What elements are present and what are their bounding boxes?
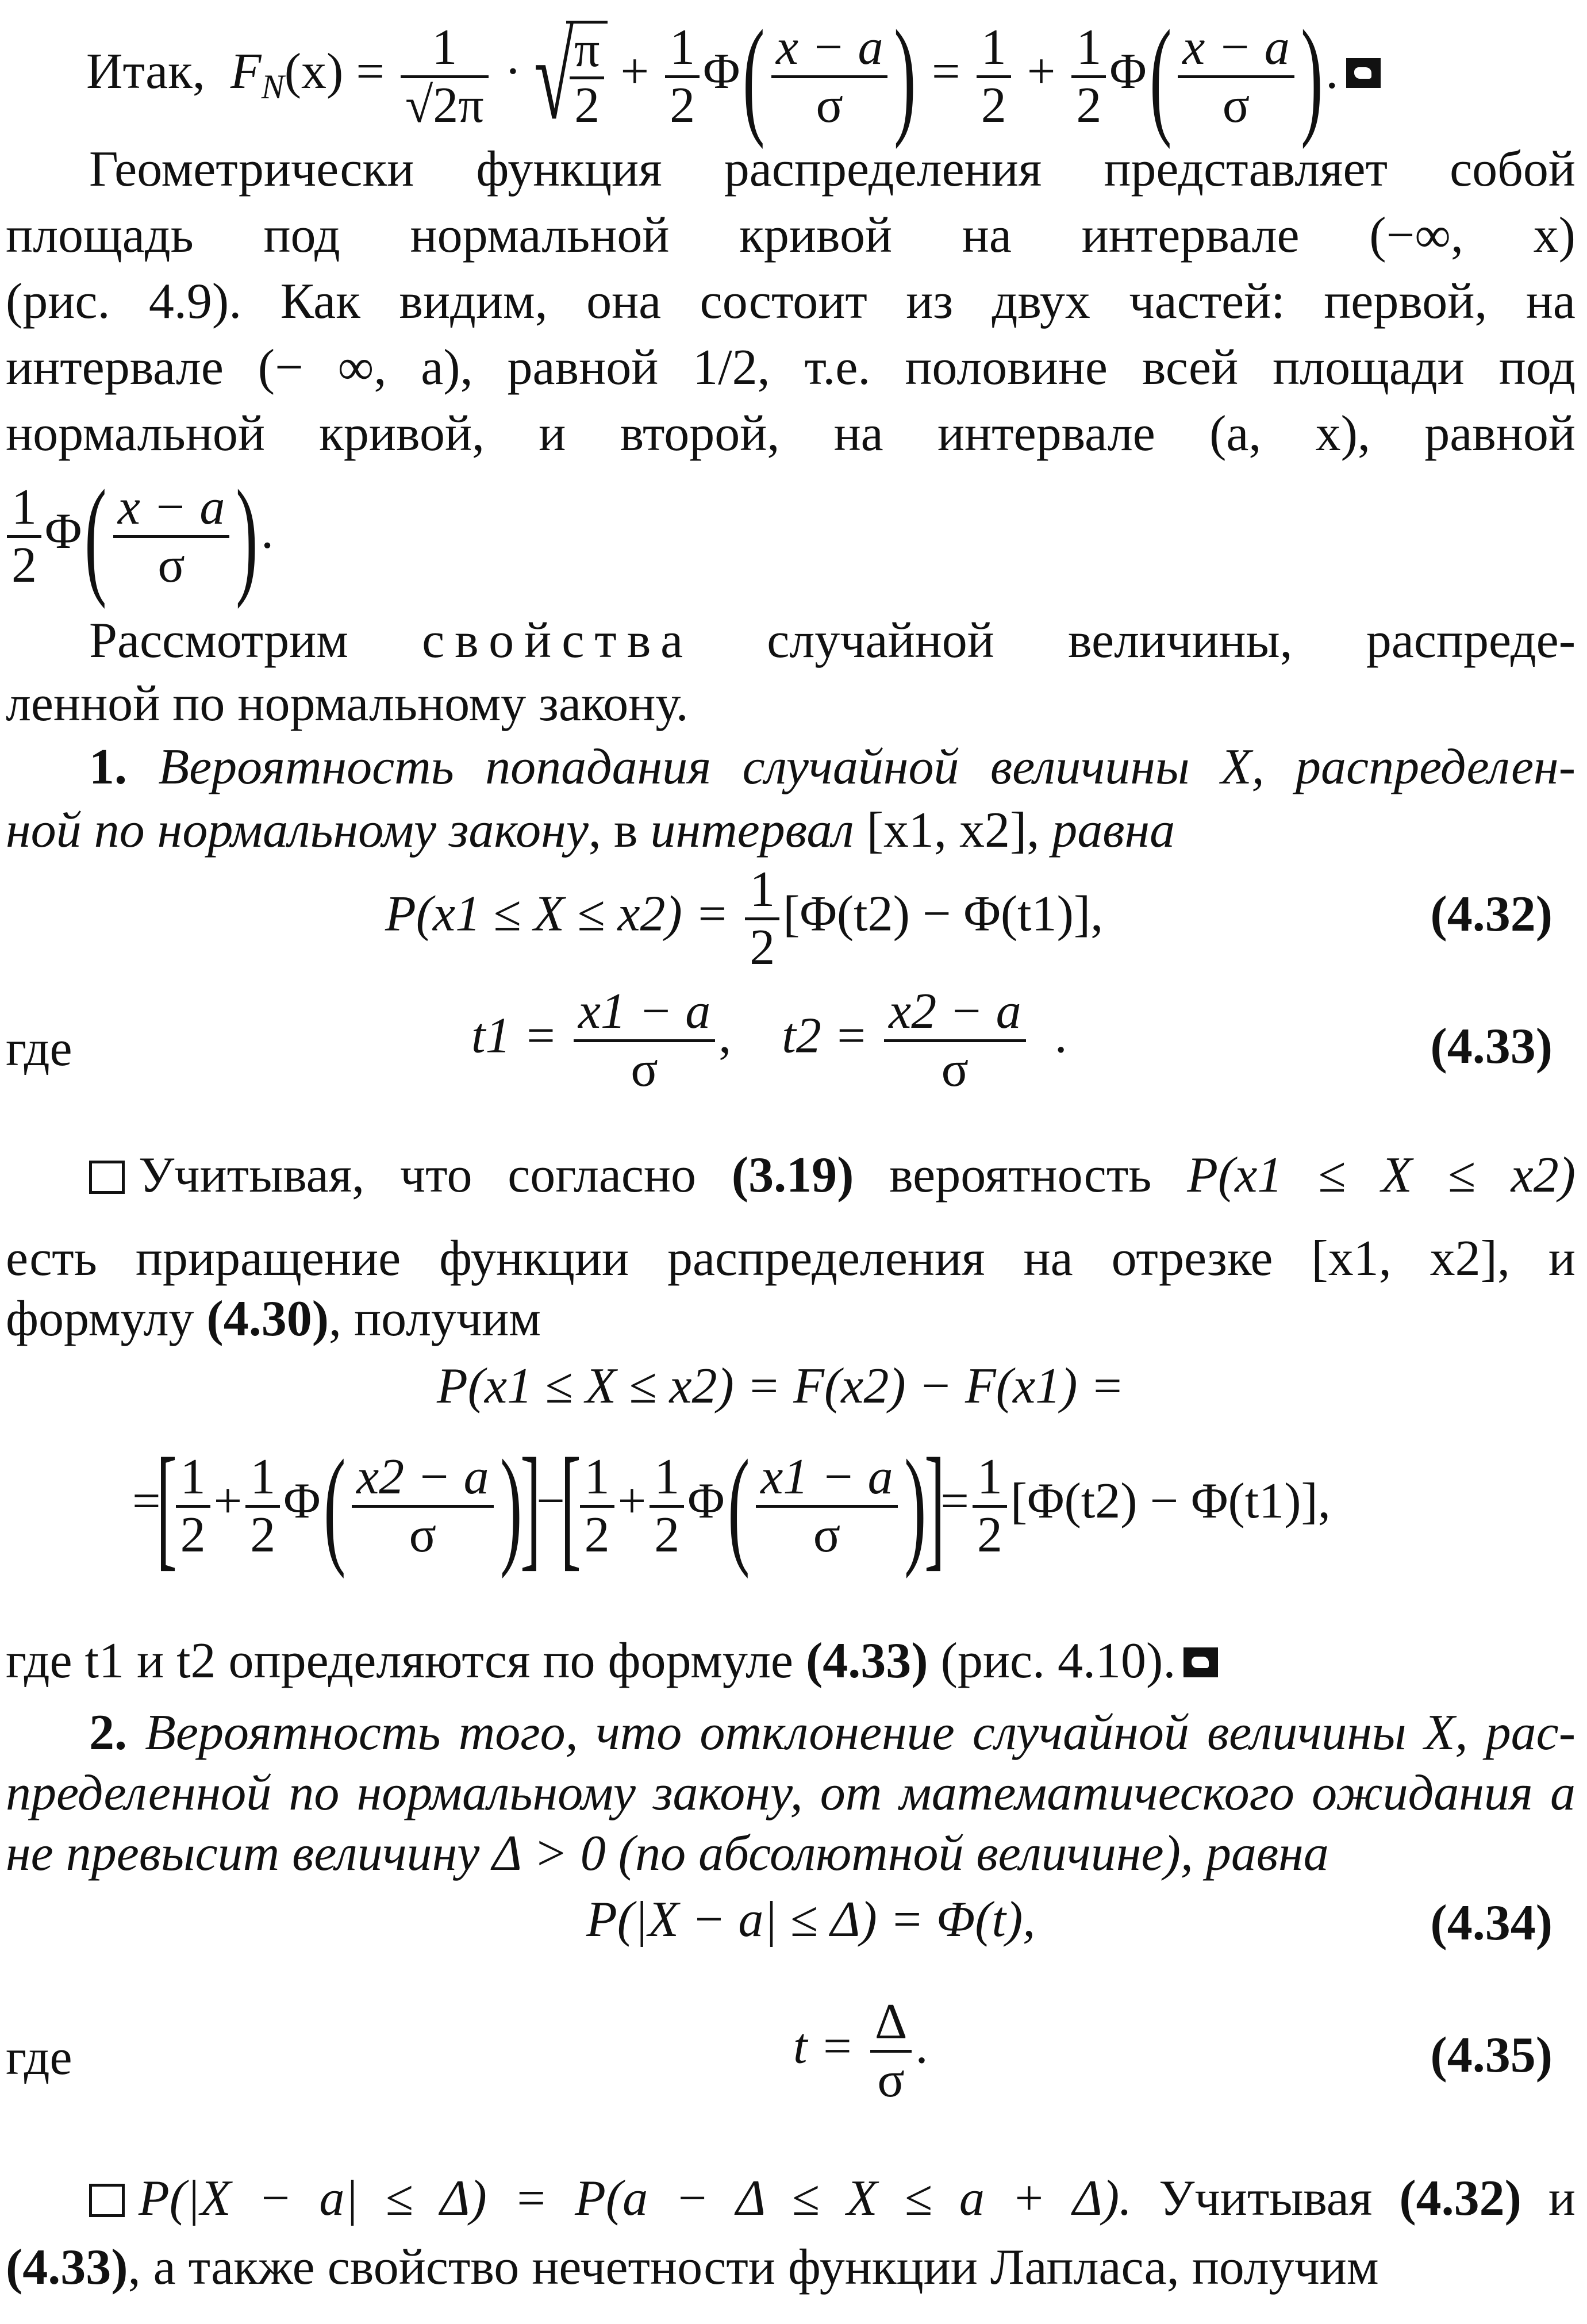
ref: (4.30) (206, 1291, 329, 1347)
text: (рис. 4.10). (940, 1633, 1176, 1689)
eq-number-4-35: (4.35) (1430, 2027, 1553, 2083)
plus: + (617, 1473, 647, 1530)
eq-number-4-33: (4.33) (1430, 1019, 1553, 1074)
text: , равна (1180, 1826, 1329, 1881)
end-of-proof-icon (1183, 1647, 1218, 1677)
den: σ (409, 1507, 437, 1563)
text: где t1 и t2 определяются по формуле (6, 1633, 793, 1689)
num: 1 (401, 20, 489, 78)
para2-line1 (89, 609, 1576, 673)
para1-line6-formula (3, 463, 274, 609)
proof-start-icon (89, 2184, 125, 2217)
num: 1 (973, 1450, 1007, 1508)
num: 1 (245, 1450, 280, 1508)
ref: (4.33) (805, 1633, 928, 1689)
spaced-word: свойства (422, 613, 694, 669)
frac-half (580, 1450, 614, 1563)
num: 1 (650, 1450, 684, 1508)
where-2: где (6, 2030, 72, 2085)
frac-x2a-sigma (352, 1450, 493, 1563)
ref: (3.19) (731, 1147, 854, 1203)
eq-sign: = (132, 1473, 161, 1530)
text: Рассмотрим (89, 613, 348, 669)
text-itak: Итак, (86, 44, 205, 100)
para2-line2: ленной по нормальному закону. (6, 676, 689, 732)
num: x − a (113, 480, 229, 538)
den: 2 (1076, 77, 1102, 133)
paren-right: ) (894, 3, 916, 149)
sub-N: N (261, 68, 285, 106)
proof-start-icon (89, 1161, 125, 1194)
den: 2 (750, 920, 775, 975)
rhs: [Φ(t2) − Φ(t1)], (783, 886, 1104, 942)
num: 1 (1071, 20, 1106, 78)
den: σ (157, 537, 185, 593)
para1-line3: (рис. 4.9). Как видим, она состоит из двух частей: первой, на (6, 274, 1576, 329)
proof1-line4 (6, 1630, 1576, 1693)
eq-sign: = (940, 1473, 969, 1530)
plus: + (213, 1473, 243, 1530)
eq-sign: = (932, 44, 960, 100)
paren-left: ( (84, 463, 107, 609)
proof1-line3 (6, 1288, 1576, 1351)
formula-4-35 (793, 1995, 928, 2108)
text: [x1, x2], (866, 802, 1040, 858)
lhs: P(x1 ≤ X ≤ x2) = (385, 886, 729, 942)
num: x − a (1178, 20, 1294, 78)
arg-x: (x) (284, 44, 344, 100)
formula-proof-line2 (132, 1430, 1331, 1582)
frac-xa-sigma (771, 20, 887, 133)
num: 1 (176, 1450, 210, 1508)
ref: (4.32) (1399, 2171, 1521, 2226)
eq-number-4-32: (4.32) (1430, 886, 1553, 942)
text: интервал (650, 802, 854, 858)
phi: Φ (283, 1473, 321, 1530)
paren-right: ) (499, 1432, 522, 1579)
frac-x1a-sigma (574, 984, 715, 1097)
num: x1 − a (756, 1450, 897, 1508)
t2-label: t2 = (782, 1008, 869, 1064)
text: и (1548, 2171, 1576, 2226)
num: x1 − a (574, 984, 715, 1042)
paren-left: ( (743, 3, 765, 149)
rhs: [Φ(t2) − Φ(t1)], (1010, 1473, 1331, 1530)
prop2-line3 (6, 1822, 1576, 1885)
bracket-right: ] (520, 1430, 541, 1582)
sqrt-pi-2 (534, 11, 608, 144)
den: 2 (180, 1507, 206, 1563)
frac-x2a-sigma (884, 984, 1025, 1097)
t-label: t = (793, 2018, 854, 2075)
prop2-line1 (89, 1701, 1576, 1765)
prop1-line2 (6, 799, 1576, 862)
frac-half (7, 480, 41, 593)
bracket-left: [ (560, 1430, 581, 1582)
end-of-proof-icon (1346, 58, 1381, 88)
item-number: 2. (89, 1705, 127, 1761)
bracket-left: [ (156, 1430, 177, 1582)
frac-half (745, 862, 779, 975)
num: π (570, 24, 604, 79)
num: 1 (665, 20, 700, 78)
text: Учитывая, что согласно (139, 1147, 697, 1203)
period: . (1325, 44, 1339, 100)
den: 2 (977, 1507, 1002, 1563)
num: x2 − a (884, 984, 1025, 1042)
text: случайной величины, распреде- (767, 613, 1576, 669)
den: 2 (250, 1507, 276, 1563)
frac-half (973, 1450, 1007, 1563)
t1-label: t1 = (471, 1008, 558, 1064)
text: не превысит величину Δ > 0 (6, 1826, 606, 1881)
paren-right: ) (1300, 3, 1323, 149)
den: 2 (654, 1507, 680, 1563)
formula: P(x1 ≤ X ≤ x2) (1187, 1147, 1576, 1203)
text: ной по нормальному закону (6, 802, 589, 858)
paren-right: ) (236, 463, 258, 609)
paren-left: ( (1149, 3, 1172, 149)
frac-half-2 (977, 20, 1011, 133)
period: . (260, 504, 274, 560)
plus: + (1027, 44, 1056, 100)
den: 2 (574, 78, 600, 133)
formula-fn-result (86, 3, 1381, 149)
frac-half-3 (1071, 20, 1106, 133)
den: σ (631, 1042, 658, 1097)
frac-1-sqrt2pi (401, 20, 489, 133)
text: (по абсолютной величине) (618, 1826, 1181, 1881)
frac-half (650, 1450, 684, 1563)
para1-line5: нормальной кривой, и второй, на интервале (a, x), равной (6, 406, 1576, 462)
plus: + (620, 44, 650, 100)
formula-4-32 (385, 862, 1103, 975)
prop2-line2: пределенной по нормальному закону, от математического ожидания a (6, 1765, 1576, 1821)
item-number: 1. (89, 739, 127, 795)
num: 1 (7, 480, 41, 538)
paren-left: ( (727, 1432, 750, 1579)
den: σ (816, 77, 843, 133)
frac-half (665, 20, 700, 133)
num: Δ (870, 1995, 912, 2053)
proof1-line2: есть приращение функции распределения на отрезке [x1, x2], и (6, 1231, 1576, 1286)
frac-xa-sigma-2 (1178, 20, 1294, 133)
den: 2 (981, 77, 1006, 133)
frac-half (245, 1450, 280, 1563)
text: Вероятность того, что отклонение случайной величины X, рас- (145, 1705, 1576, 1761)
phi: Φ (1109, 44, 1147, 100)
formula-4-33 (471, 984, 1067, 1097)
frac-delta-sigma (870, 1995, 912, 2108)
where-1: где (6, 1021, 72, 1077)
text: равна (1052, 802, 1175, 858)
proof1-line1 (89, 1144, 1576, 1207)
para1-line2: площадь под нормальной кривой на интервале (−∞, x) (6, 208, 1576, 263)
text: , а также свойство нечетности функции Лапласа, получим (128, 2240, 1379, 2295)
num: 1 (745, 862, 779, 920)
text: , получим (329, 1291, 541, 1347)
eq-sign: = (356, 44, 385, 100)
den: σ (813, 1507, 841, 1563)
var-F: F (230, 44, 262, 100)
minus: − (536, 1473, 565, 1530)
den: 2 (670, 77, 695, 133)
phi: Φ (703, 44, 740, 100)
phi: Φ (687, 1473, 725, 1530)
num: x2 − a (352, 1450, 493, 1508)
proof2-line2 (6, 2236, 1576, 2299)
num: 1 (977, 20, 1011, 78)
paren-right: ) (904, 1432, 927, 1579)
formula-4-34: P(|X − a| ≤ Δ) = Φ(t), (586, 1892, 1036, 1947)
text: , в (588, 802, 638, 858)
dot: · (504, 44, 521, 100)
proof2-line1 (89, 2167, 1576, 2230)
dot: . (1054, 1008, 1067, 1064)
prop1-line1 (89, 736, 1576, 799)
formula: P(|X − a| ≤ Δ) = P(a − Δ ≤ X ≤ a + Δ). (139, 2171, 1132, 2226)
text: Вероятность попадания случайной величины X, распределен- (158, 739, 1576, 795)
frac-xa-sigma (113, 480, 229, 593)
formula-proof-line1: P(x1 ≤ X ≤ x2) = F(x2) − F(x1) = (437, 1358, 1124, 1414)
paren-left: ( (323, 1432, 345, 1579)
frac-half (176, 1450, 210, 1563)
frac-x1a-sigma (756, 1450, 897, 1563)
eq-number-4-34: (4.34) (1430, 1895, 1553, 1951)
text: вероятность (889, 1147, 1152, 1203)
den: σ (1222, 77, 1250, 133)
phi: Φ (45, 504, 82, 560)
bracket-right: ] (924, 1430, 946, 1582)
comma: , (718, 1008, 732, 1064)
dot: . (915, 2018, 928, 2075)
den: σ (877, 2052, 905, 2108)
num: x − a (771, 20, 887, 78)
den: 2 (584, 1507, 610, 1563)
text: Учитывая (1159, 2171, 1373, 2226)
den: σ (941, 1042, 969, 1097)
den: 2 (11, 537, 37, 593)
num: 1 (580, 1450, 614, 1508)
ref: (4.33) (6, 2240, 128, 2295)
den: √2π (405, 77, 484, 133)
para1-line4: интервале (− ∞, a), равной 1/2, т.е. половине всей площади под (6, 340, 1576, 395)
radical-icon: √ (534, 11, 574, 144)
para1-line1: Геометрически функция распределения представляет собой (89, 141, 1576, 197)
text: формулу (6, 1291, 194, 1347)
